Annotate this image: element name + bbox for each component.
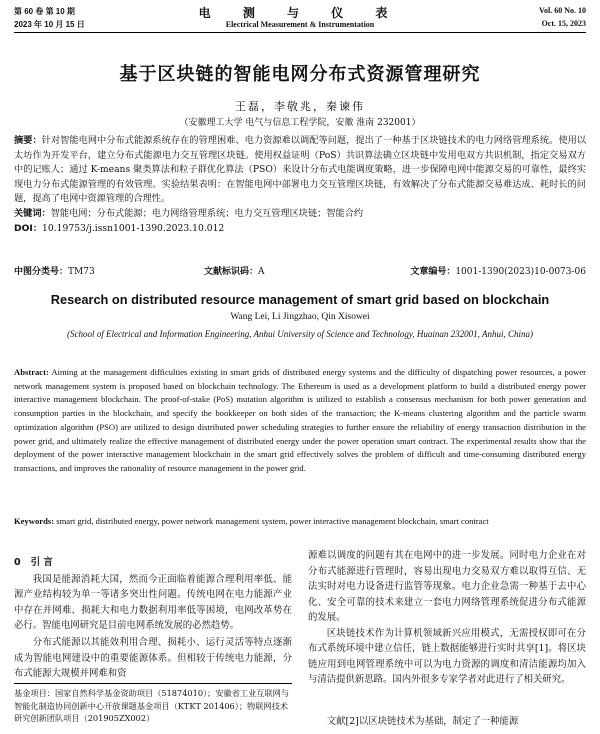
paper-title-cn: 基于区块链的智能电网分布式资源管理研究: [119, 64, 481, 85]
authors-cn: 王磊，李敬兆，秦谏伟: [235, 100, 365, 113]
keywords-en-label: Keywords:: [14, 516, 55, 526]
keywords-cn-text: 智能电网；分布式能源；电力网络管理系统；电力交互管理区块链；智能合约: [50, 207, 364, 219]
keywords-en: [14, 515, 586, 529]
abstract-cn-text: 针对智能电网中分布式能源系统存在的管理困难、电力资源难以调配等问题，提出了一种基于区块链技术的电力网络管理系统。使用以太坊作为开发平台，建立分布式能源电力交互管理区块链。使用权益证明（PoS）共识算法确立区块链中发用电双方共识机制，指定交易双方中的记账人；通过 K-means 聚类算法和粒子群优化算法（PSO）来设计分布式电能调度策略，进一步保障电网中能源交易的可靠性，最终实现电力分布式能源管理的有效管理。实验结果表明：在智能电网中部署电力交互管理区块链，有效解决了分布式能源交易难达成、耗时长的问题，提高了电网中资源管理的合理性。: [14, 135, 587, 205]
abstract-en-text: Aiming at the management difficulties existing in smart grids of distributed energy systems and the difficulty of dispatching power resources, a power network management system is proposed based on blockchain technology. The Ethereum is used as a development platform to build a distributed energy power interactive management blockchain. The proof-of-stake (PoS) mutation algorithm is utilized to establish a consensus mechanism for both power generation and consumption parties in the blockchain, and specify the bookkeeper on both sides of the transaction; the K-means clustering algorithm and the particle swarm optimization algorithm (PSO) are utilized to design distributed power scheduling strategies to further ensure the reliability of energy transaction distribution in the power grid, and ultimately realize the effective management of distributed energy under the power operation smart contract. The experimental results show that the deployment of the power interactive management blockchain in the smart grid effectively solves the problem of difficult and time-consuming distributed energy transactions, and improves the rationality of resource management in the power grid.: [14, 367, 586, 473]
body-right-column: [308, 548, 586, 688]
body-paragraph: 文献[2]以区块链技术为基础，制定了一种能源: [326, 716, 519, 727]
keywords-en-text: smart grid, distributed energy, power network management system, power interactive management blockchain, smart contract: [56, 516, 489, 526]
body-right-continued: [308, 714, 586, 731]
abstract-cn: [14, 134, 586, 207]
classification-number: [14, 264, 95, 277]
body-paragraph: 我国是能源消耗大国，然而今正面临着能源合理利用率低、能源产业结构较为单一等诸多突出性问题。传统电网在电力能源产业中存在并网难、损耗大和电力数据利用率低等困境，电网改革势在必行。智能电网研究是目前电网系统发展的必然趋势。: [14, 573, 292, 631]
section-title: 引 言: [30, 557, 53, 568]
section-heading: [14, 555, 292, 571]
body-paragraph: 分布式能源以其能效利用合理、损耗小、运行灵活等特点逐渐成为智能电网建设中的重要能源体系。但相较于传统电力能源，分布式能源大规模并网难和资: [14, 637, 292, 679]
volume-issue-en: Vol. 60 No. 10: [538, 6, 586, 15]
article-no-value: 1001-1390(2023)10-0073-06: [455, 267, 586, 277]
doi: [14, 222, 586, 237]
journal-name-en: Electrical Measurement & Instrumentation: [225, 20, 375, 29]
date-cn: 2023 年 10 月 15 日: [14, 20, 85, 29]
volume-issue-cn: 第 60 卷 第 10 期: [14, 7, 75, 16]
classification-value: TM73: [68, 267, 95, 277]
body-paragraph: 区块链技术作为计算机领域新兴应用模式，无需授权即可在分布式系统环境中建立信任，链上数据能够进行实时共享[1]。将区块链应用到电网管理系统中可以为电力资源的调度和清洁能源均加入与清洁提供新思路。国内外很多专家学者对此进行了相关研究。: [308, 627, 586, 685]
document-code: [204, 264, 265, 277]
classification-row: [14, 264, 586, 278]
journal-name-cn: 电 测 与 仪 表: [198, 6, 402, 20]
section-number: 0: [14, 557, 21, 568]
classification-label: 中图分类号：: [14, 267, 69, 277]
authors-en: Wang Lei, Li Jingzhao, Qin Xisowei: [230, 312, 370, 322]
abstract-en: [14, 366, 586, 476]
body-paragraph: 源难以调度的问题有其在电网中的进一步发展。同时电力企业在对分布式能源进行管理时，容易出现电力交易双方难以取得互信、无法实时对电力设备进行监管等现象。电力企业急需一种基于去中心化、安全可靠的技术来建立一套电力网络管理系统促进分布式能源的发展。: [308, 550, 586, 623]
date-en: Oct. 15, 2023: [541, 19, 586, 28]
doi-text: 10.19753/j.issn1001-1390.2023.10.012: [42, 222, 225, 234]
funding-footnote: 基金项目：国家自然科学基金资助项目（51874010）；安徽省工业互联网与智能化制造协同创新中心开放课题基金项目（KTKT 201406）；物联网技术研究创新团队项目（201905ZX002）: [14, 683, 292, 725]
article-no-label: 文章编号：: [410, 267, 456, 277]
paper-title-en: Research on distributed resource management of smart grid based on blockchain: [50, 292, 550, 307]
abstract-cn-label: 摘要：: [14, 135, 42, 146]
doi-label: DOI：: [14, 222, 43, 234]
article-number: [410, 264, 586, 277]
keywords-cn-label: 关键词：: [14, 207, 51, 219]
doc-code-label: 文献标识码：: [204, 267, 259, 277]
keywords-cn: [14, 207, 586, 222]
body-left-column: [14, 555, 292, 634]
abstract-cn-block: [14, 134, 586, 236]
affiliation-cn: （安徽理工大学 电气与信息工程学院，安徽 淮南 232001）: [179, 118, 421, 128]
body-left-continued: [14, 635, 292, 681]
header-rule: [14, 32, 586, 33]
journal-header: [14, 4, 586, 34]
doc-code-value: A: [258, 267, 265, 277]
abstract-en-label: Abstract:: [14, 367, 49, 377]
affiliation-en: (School of Electrical and Information Engineering, Anhui University of Science and Technology, Huainan 232001, Anhui, China): [66, 329, 534, 339]
